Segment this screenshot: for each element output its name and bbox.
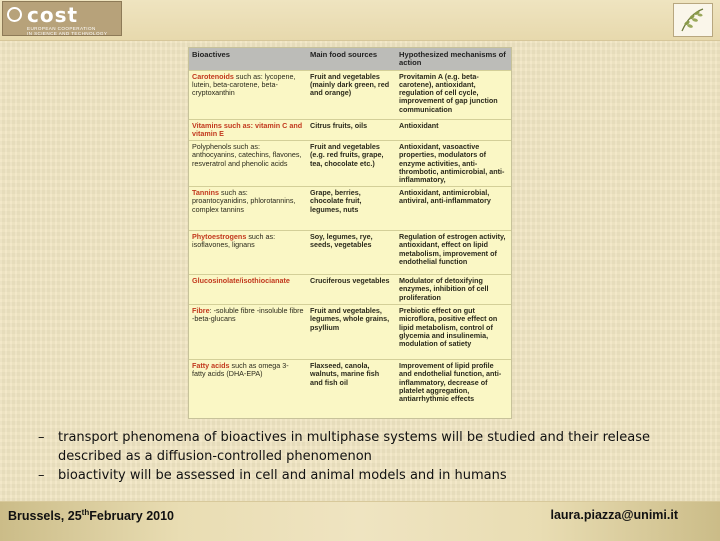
footer-band: [0, 501, 720, 541]
footer-email: laura.piazza@unimi.it: [550, 508, 678, 522]
bullet-list: [38, 428, 688, 485]
food-source-cell: Grape, berries, chocolate fruit, legumes, nuts: [307, 187, 396, 231]
bioactive-detail: such as: proantocyanidins, phlorotannins, complex tannins: [192, 188, 296, 214]
bioactive-detail: such as: lycopene, lutein, beta-carotene, beta-cryptoxanthin: [192, 71, 296, 98]
cost-logo-mark-icon: [7, 7, 22, 22]
bioactive-cell: [189, 119, 307, 140]
list-item: [38, 466, 688, 485]
bioactive-cell: [189, 187, 307, 231]
footer-location-date: [8, 508, 174, 523]
cost-logo-subtitle-1: EUROPEAN COOPERATION: [27, 26, 96, 31]
table-row: [189, 70, 511, 119]
bioactive-name: Phytoestrogens: [192, 232, 247, 242]
bioactive-name: Fatty acids: [192, 361, 230, 371]
bioactive-detail: such as: anthocyanins, catechins, flavones, resveratrol and phenolic acids: [192, 142, 302, 168]
bullet-dash: –: [38, 468, 45, 483]
mechanism-cell: Antioxidant: [396, 119, 511, 140]
food-source-cell: Fruit and vegetables (e.g. red fruits, grape, tea, chocolate etc.): [307, 141, 396, 187]
cost-logo: [2, 1, 122, 36]
column-header-mechanisms: Hypothesized mechanisms of action: [396, 48, 511, 70]
table-row: [189, 187, 511, 231]
bioactive-name: Polyphenols: [192, 142, 232, 152]
table-row: [189, 360, 511, 416]
mechanism-cell: Prebiotic effect on gut microflora, positive effect on lipid metabolism, control of glycemia and insulinemia, modulation of satiety: [396, 305, 511, 360]
bullet-text: transport phenomena of bioactives in multiphase systems will be studied and their release described as a diffusion-controlled phenomenon: [58, 430, 651, 464]
bioactive-detail: such as: vitamin C and vitamin E: [192, 120, 303, 139]
footer-place: Brussels, 25: [8, 509, 82, 524]
bullet-text: bioactivity will be assessed in cell and animal models and in humans: [58, 468, 507, 483]
bioactive-name: Tannins: [192, 188, 220, 198]
bioactive-detail: : -soluble fibre -insoluble fibre -beta-glucans: [192, 306, 304, 324]
bioactive-name: Vitamins: [192, 120, 222, 130]
column-header-food-sources: Main food sources: [307, 48, 396, 70]
table-row: [189, 231, 511, 275]
leaf-emblem-icon: [673, 3, 713, 37]
food-source-cell: Cruciferous vegetables: [307, 275, 396, 305]
food-source-cell: Fruit and vegetables (mainly dark green, red and orange): [307, 70, 396, 119]
bioactive-cell: [189, 70, 307, 119]
bioactive-cell: [189, 275, 307, 305]
bioactive-detail: such as: isoflavones, lignans: [192, 232, 276, 250]
bioactives-table: [188, 47, 512, 419]
bioactive-name: Glucosinolate/isothiocianate: [192, 276, 290, 286]
bioactive-cell: [189, 141, 307, 187]
food-source-cell: Fruit and vegetables, legumes, whole grains, psyllium: [307, 305, 396, 360]
mechanism-cell: Antioxidant, vasoactive properties, modulators of enzyme activities, anti-thrombotic, antimicrobial, anti-inflammatory,: [396, 141, 511, 187]
mechanism-cell: Regulation of estrogen activity, antioxidant, effect on lipid metabolism, improvement of endothelial function: [396, 231, 511, 275]
mechanism-cell: Provitamin A (e.g. beta-carotene), antioxidant, regulation of cell cycle, improvement of gap junction communication: [396, 70, 511, 119]
bullet-dash: –: [38, 430, 45, 445]
list-item: [38, 428, 688, 466]
table-row: [189, 275, 511, 305]
mechanism-cell: Improvement of lipid profile and endothelial function, anti-inflammatory, decrease of platelet aggregation, antiarrhythmic effects: [396, 360, 511, 416]
bioactive-cell: [189, 305, 307, 360]
cost-logo-subtitle-2: IN SCIENCE AND TECHNOLOGY: [27, 31, 108, 36]
mechanism-cell: Antioxidant, antimicrobial, antiviral, anti-inflammatory: [396, 187, 511, 231]
table-row: [189, 141, 511, 187]
footer-date: February 2010: [89, 509, 175, 524]
cost-logo-text: cost: [27, 3, 79, 27]
column-header-bioactives: Bioactives: [189, 48, 307, 70]
bioactive-name: Carotenoids: [192, 71, 234, 81]
bioactive-detail: such as omega 3- fatty acids (DHA-EPA): [192, 361, 289, 379]
food-source-cell: Soy, legumes, rye, seeds, vegetables: [307, 231, 396, 275]
table-row: [189, 305, 511, 360]
footer-date-suffix: th: [81, 508, 90, 517]
bioactive-cell: [189, 360, 307, 416]
header-band: [0, 0, 720, 41]
food-source-cell: Flaxseed, canola, walnuts, marine fish and fish oil: [307, 360, 396, 416]
mechanism-cell: Modulator of detoxifying enzymes, inhibition of cell proliferation: [396, 275, 511, 305]
bioactive-cell: [189, 231, 307, 275]
table-row: [189, 119, 511, 140]
table-header-row: [189, 48, 511, 70]
bioactive-name: Fibre: [192, 306, 210, 316]
food-source-cell: Citrus fruits, oils: [307, 119, 396, 140]
